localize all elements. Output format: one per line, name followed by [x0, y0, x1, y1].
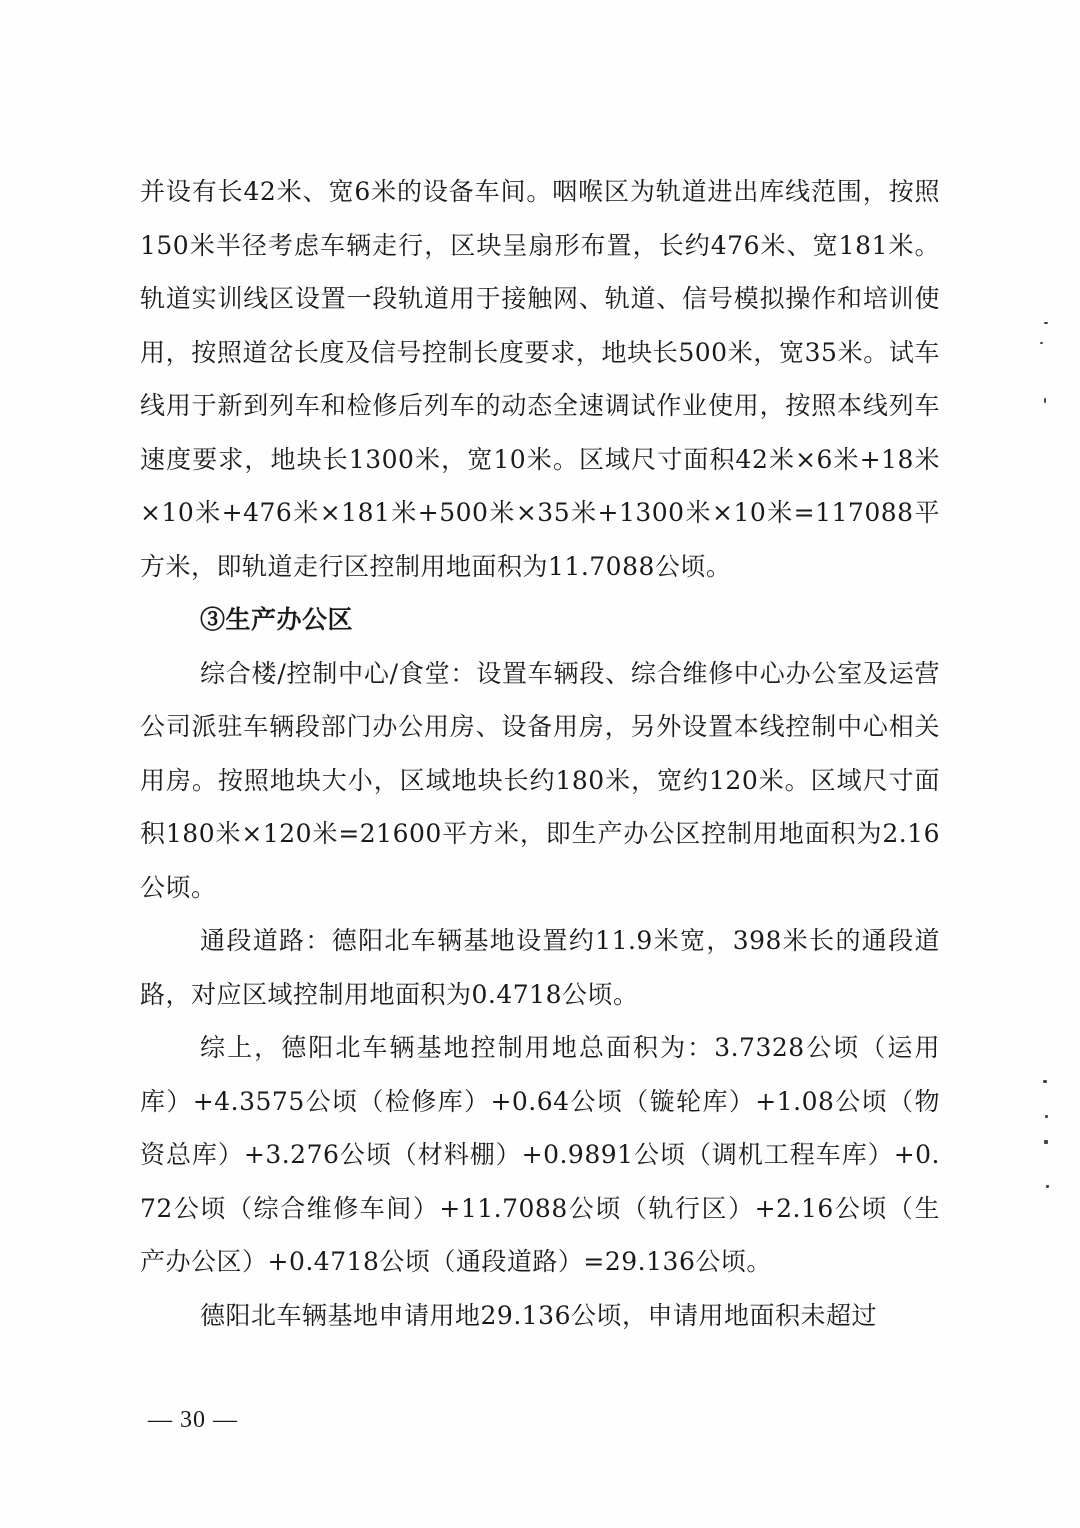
page-number: — 30 — — [148, 1407, 238, 1433]
scan-speck — [1044, 398, 1046, 403]
paragraph-control-center: 综合楼/控制中心/食堂：设置车辆段、综合维修中心办公室及运营公司派驻车辆段部门办公用房、设备用房，另外设置本线控制中心相关用房。按照地块大小，区域地块长约180米，宽约120米。区域尺寸面积180米×120米=21600平方米，即生产办公区控制用地面积为2.16公顷。 — [140, 658, 940, 902]
scan-speck — [1046, 1185, 1049, 1188]
paragraph-summary-total: 综上，德阳北车辆基地控制用地总面积为：3.7328公顷（运用库）+4.3575公顷（检修库）+0.64公顷（镟轮库）+1.08公顷（物资总库）+3.276公顷（材料棚）+0.9891公顷（调机工程车库）+0.72公顷（综合维修车间）+11.7088公顷（轨行区）+2.16公顷（生产办公区）+0.4718公顷（通段道路）=29.136公顷。 — [140, 1033, 940, 1276]
section-heading-office-area: ③生产办公区 — [200, 605, 354, 634]
scan-speck — [1043, 1080, 1047, 1083]
paragraph-track-area: 并设有长42米、宽6米的设备车间。咽喉区为轨道进出库线范围，按照150米半径考虑车辆走行，区块呈扇形布置，长约476米、宽181米。轨道实训线区设置一段轨道用于接触网、轨道、信号模拟操作和培训使用，按照道岔长度及信号控制长度要求，地块长500米，宽35米。试车线用于新到列车和检修后列车的动态全速调试作业使用，按照本线列车速度要求，地块长1300米，宽10米。区域尺寸面积42米×6米+18米×10米+476米×181米+500米×35米+1300米×10米=117088平方米，即轨道走行区控制用地面积为11.7088公顷。 — [140, 177, 940, 581]
scan-speck — [1044, 1140, 1048, 1144]
paragraph-application: 德阳北车辆基地申请用地29.136公顷，申请用地面积未超过 — [200, 1300, 877, 1330]
paragraph-access-road: 通段道路：德阳北车辆基地设置约11.9米宽，398米长的通段道路，对应区域控制用地面积为0.4718公顷。 — [140, 926, 940, 1009]
body-text — [140, 165, 940, 1342]
scan-speck — [1045, 1115, 1048, 1118]
scan-speck — [1044, 322, 1048, 324]
scan-speck — [1040, 342, 1043, 344]
